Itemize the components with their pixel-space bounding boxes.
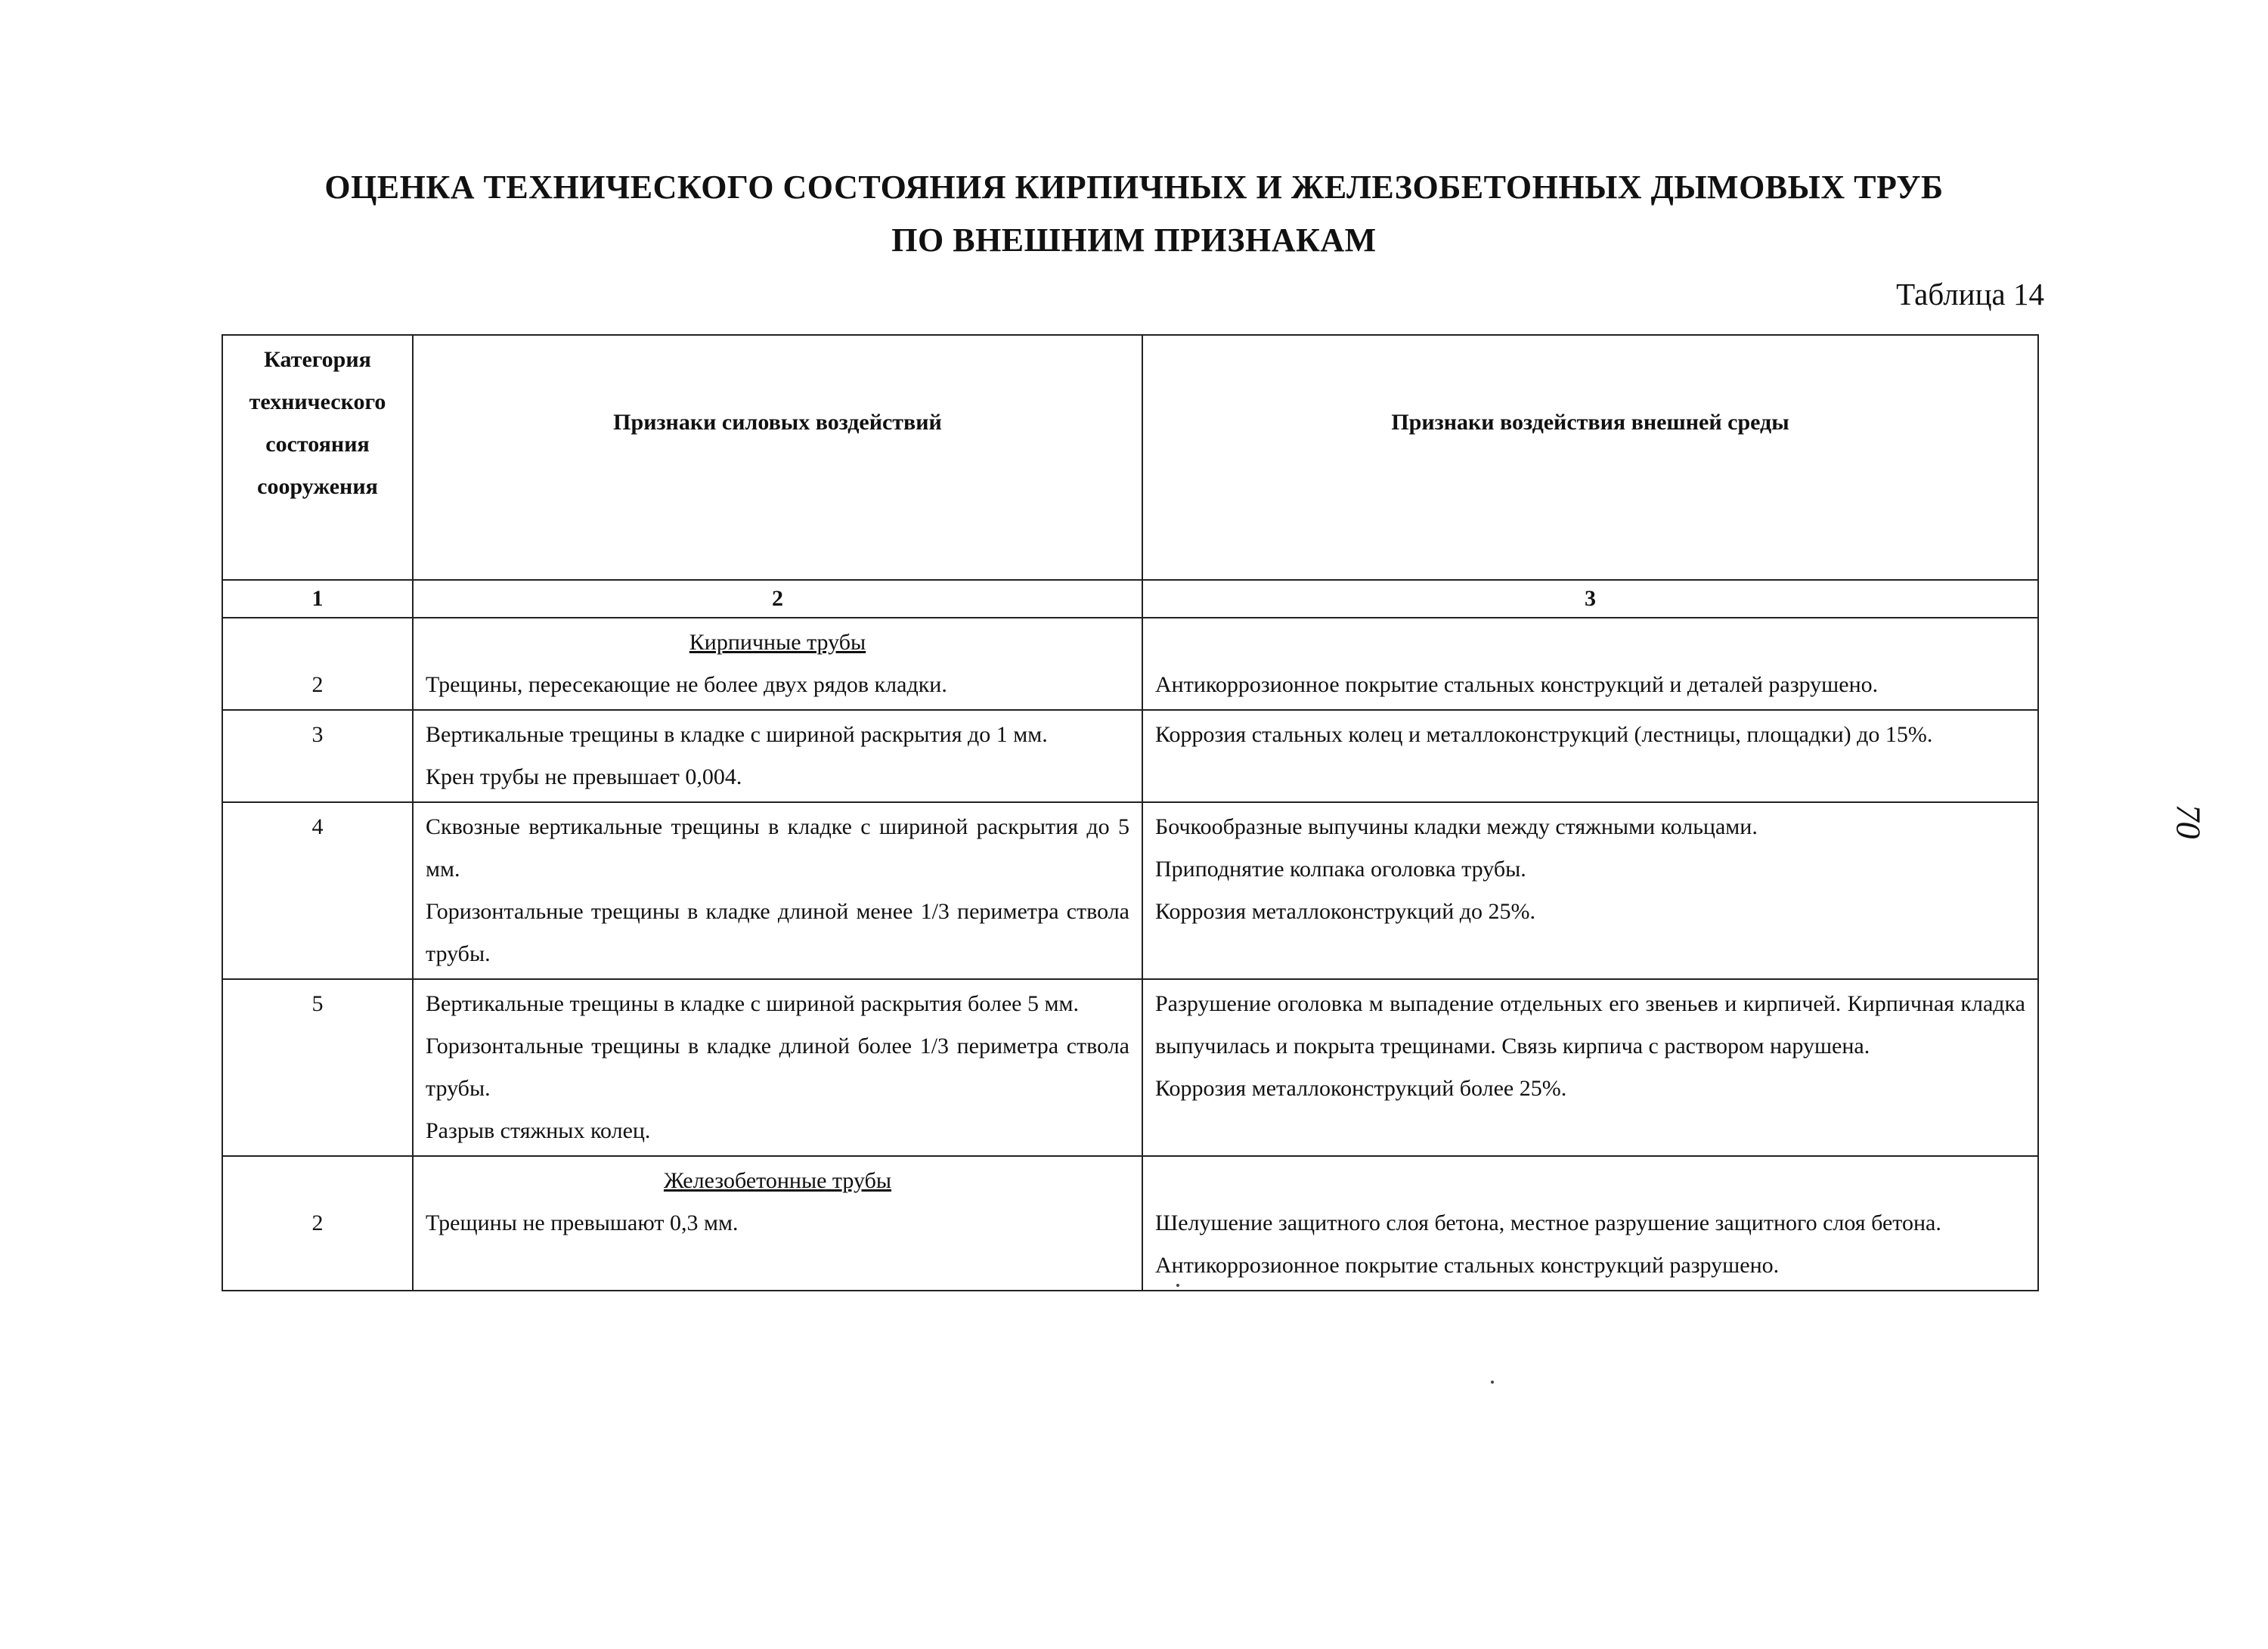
force-cell xyxy=(413,802,1142,979)
condition-table xyxy=(222,334,2039,1291)
section-title: Железобетонные трубы xyxy=(663,1168,892,1193)
force-text: Разрыв стяжных колец. xyxy=(426,1118,651,1143)
column-number-row xyxy=(222,580,2038,618)
environment-cell xyxy=(1142,710,2038,802)
force-text: Горизонтальные трещины в кладке длиной более 1/3 периметра ствола трубы. xyxy=(426,1034,1129,1101)
force-cell xyxy=(413,618,1142,710)
environment-text: Бочкообразные выпучины кладки между стяжными кольцами. xyxy=(1155,814,1758,839)
column-number: 1 xyxy=(222,580,413,618)
column-number: 2 xyxy=(413,580,1142,618)
column-number: 3 xyxy=(1142,580,2038,618)
environment-cell xyxy=(1142,1156,2038,1291)
table-header-row xyxy=(222,335,2038,580)
category-cell: 2 xyxy=(222,618,413,710)
header-force: Признаки силовых воздействий xyxy=(413,335,1142,580)
environment-text: Коррозия металлоконструкций более 25%. xyxy=(1155,1076,1567,1101)
force-text: Крен трубы не превышает 0,004. xyxy=(426,764,742,789)
document-title-line-2: ПО ВНЕШНИМ ПРИЗНАКАМ xyxy=(891,222,1377,259)
header-category-line: Категория xyxy=(264,347,371,372)
table-row xyxy=(222,710,2038,802)
header-environment: Признаки воздействия внешней среды xyxy=(1142,335,2038,580)
header-category-line: состояния xyxy=(265,432,370,457)
category-cell: 2 xyxy=(222,1156,413,1291)
environment-text: Коррозия стальных колец и металлоконструкций (лестницы, площадки) до 15%. xyxy=(1155,722,1933,747)
document-title-line-1: ОЦЕНКА ТЕХНИЧЕСКОГО СОСТОЯНИЯ КИРПИЧНЫХ И ЖЕЛЕЗОБЕТОННЫХ ДЫМОВЫХ ТРУБ xyxy=(324,169,1944,206)
force-text: Трещины, пересекающие не более двух рядов кладки. xyxy=(426,672,947,697)
environment-cell xyxy=(1142,802,2038,979)
environment-text: Антикоррозионное покрытие стальных конструкций и деталей разрушено. xyxy=(1155,672,1879,697)
section-title: Кирпичные трубы xyxy=(689,630,866,655)
table-label: Таблица 14 xyxy=(1896,277,2044,312)
force-cell xyxy=(413,1156,1142,1291)
scan-speck xyxy=(1176,1284,1179,1287)
environment-cell xyxy=(1142,979,2038,1156)
category-cell: 4 xyxy=(222,802,413,979)
table-row xyxy=(222,802,2038,979)
page-number: 70 xyxy=(2169,804,2208,839)
header-category-line: технического xyxy=(249,389,386,414)
scan-speck xyxy=(1491,1381,1494,1384)
force-cell xyxy=(413,979,1142,1156)
environment-text: Коррозия металлоконструкций до 25%. xyxy=(1155,899,1536,924)
category-cell: 5 xyxy=(222,979,413,1156)
table-row xyxy=(222,979,2038,1156)
force-cell xyxy=(413,710,1142,802)
environment-text: Разрушение оголовка м выпадение отдельных его звеньев и кирпичей. Кирпичная кладка выпучилась и покрыта трещинами. Связь кирпича с раствором нарушена. xyxy=(1155,991,2025,1059)
force-text: Горизонтальные трещины в кладке длиной менее 1/3 периметра ствола трубы. xyxy=(426,899,1129,966)
environment-text: Приподнятие колпака оголовка трубы. xyxy=(1155,857,1526,882)
force-text: Сквозные вертикальные трещины в кладке с шириной раскрытия до 5 мм. xyxy=(426,814,1129,882)
category-cell: 3 xyxy=(222,710,413,802)
environment-text: Шелушение защитного слоя бетона, местное разрушение защитного слоя бетона. xyxy=(1155,1210,1941,1235)
force-text: Вертикальные трещины в кладке с шириной раскрытия до 1 мм. xyxy=(426,722,1048,747)
environment-text: Антикоррозионное покрытие стальных конструкций разрушено. xyxy=(1155,1253,1780,1278)
header-category xyxy=(222,335,413,580)
table-row xyxy=(222,1156,2038,1291)
environment-cell xyxy=(1142,618,2038,710)
force-text: Вертикальные трещины в кладке с шириной раскрытия более 5 мм. xyxy=(426,991,1079,1016)
force-text: Трещины не превышают 0,3 мм. xyxy=(426,1210,739,1235)
table-row xyxy=(222,618,2038,710)
header-category-line: сооружения xyxy=(257,474,378,499)
